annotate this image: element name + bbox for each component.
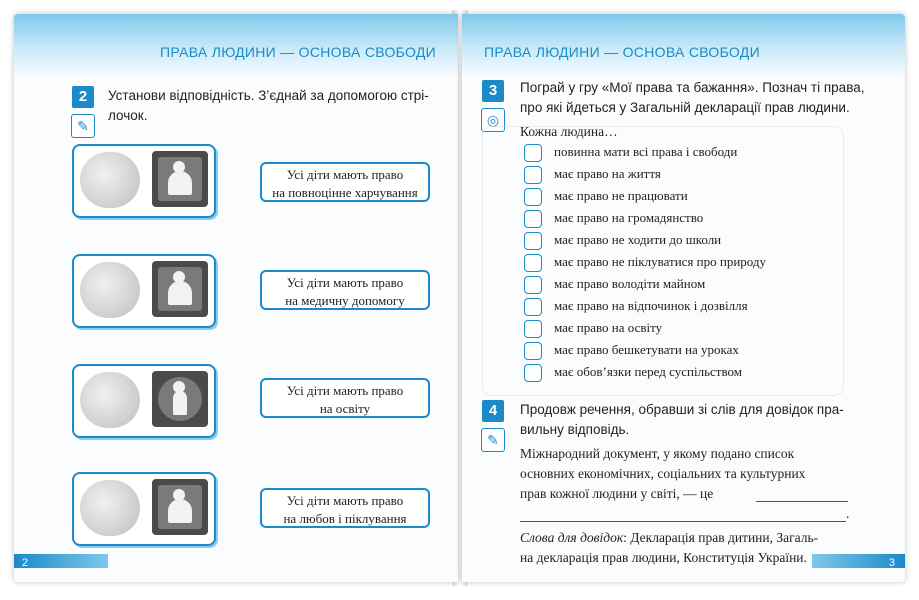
picture-card-bear[interactable] bbox=[72, 254, 216, 328]
checkbox[interactable] bbox=[524, 298, 542, 316]
checkbox[interactable] bbox=[524, 276, 542, 294]
task-number-badge: 2 bbox=[72, 86, 94, 108]
checkbox[interactable] bbox=[524, 144, 542, 162]
card-line2: на повноцінне харчування bbox=[272, 185, 418, 200]
checkbox[interactable] bbox=[524, 188, 542, 206]
card-line1: Усі діти мають право bbox=[286, 275, 404, 290]
hint-text-line1: : Декларація прав дитини, Загаль- bbox=[623, 530, 819, 545]
pencil-icon: ✎ bbox=[481, 428, 505, 452]
task4-instruction-line1: Продовж речення, обравши зі слів для довідок пра- bbox=[520, 402, 844, 417]
page-number: 2 bbox=[22, 557, 29, 569]
picture-card-doctor[interactable] bbox=[72, 144, 216, 218]
checkbox[interactable] bbox=[524, 320, 542, 338]
sentence-line1: Міжнародний документ, у якому подано список bbox=[520, 446, 795, 461]
task-instruction-line2: лочок. bbox=[108, 108, 148, 123]
answer-line[interactable] bbox=[756, 500, 848, 502]
checkbox-label: має право на освіту bbox=[554, 320, 663, 335]
checkbox-label: має право на громадянство bbox=[554, 210, 704, 225]
checkbox-label: має обов’язки перед суспільством bbox=[554, 364, 742, 379]
lead-text: Кожна людина… bbox=[520, 124, 618, 139]
checkbox-label: має право на відпочинок і дозвілля bbox=[554, 298, 748, 313]
task4-instruction-line2: вильну відповідь. bbox=[520, 422, 630, 437]
page-title: ПРАВА ЛЮДИНИ — ОСНОВА СВОБОДИ bbox=[484, 44, 760, 60]
elephant-cartoon-image bbox=[80, 372, 140, 428]
checkbox[interactable] bbox=[524, 210, 542, 228]
right-page bbox=[462, 14, 905, 582]
checkbox-label: має право не працювати bbox=[554, 188, 688, 203]
card-line1: Усі діти мають право bbox=[286, 383, 404, 398]
checkbox[interactable] bbox=[524, 364, 542, 382]
checkbox[interactable] bbox=[524, 342, 542, 360]
checkbox[interactable] bbox=[524, 232, 542, 250]
task3-instruction-line2: про які йдеться у Загальній декларації прав людини. bbox=[520, 100, 850, 115]
food-symbol-icon bbox=[152, 151, 208, 207]
checkbox-label: повинна мати всі права і свободи bbox=[554, 144, 738, 159]
card-line2: на освіту bbox=[319, 401, 371, 416]
page-title: ПРАВА ЛЮДИНИ — ОСНОВА СВОБОДИ bbox=[160, 44, 436, 60]
right-card-love[interactable] bbox=[260, 488, 430, 528]
page-number: 3 bbox=[888, 557, 895, 569]
hint-text-line2: на декларація прав людини, Конституція України. bbox=[520, 550, 807, 565]
period-mark: . bbox=[846, 506, 850, 521]
picture-card-elephant[interactable] bbox=[72, 364, 216, 438]
checkbox-label: має право володіти майном bbox=[554, 276, 706, 291]
card-line1: Усі діти мають право bbox=[286, 167, 404, 182]
checkbox-label: має право бешкетувати на уроках bbox=[554, 342, 739, 357]
checkbox-label: має право не ходити до школи bbox=[554, 232, 722, 247]
hint-line1 bbox=[520, 528, 818, 548]
checkbox-label: має право на життя bbox=[554, 166, 661, 181]
task-instruction-line1: Установи відповідність. З’єднай за допомогою стрі- bbox=[108, 88, 429, 103]
sentence-line3: прав кожної людини у світі, — це bbox=[520, 486, 714, 501]
task-number-badge: 4 bbox=[482, 400, 504, 422]
checkbox-label: має право не піклуватися про природу bbox=[554, 254, 767, 269]
task3-instruction-line1: Пограй у гру «Мої права та бажання». Познач ті права, bbox=[520, 80, 865, 95]
doctor-cartoon-image bbox=[80, 152, 140, 208]
right-card-education[interactable] bbox=[260, 378, 430, 418]
right-card-nutrition[interactable] bbox=[260, 162, 430, 202]
card-line1: Усі діти мають право bbox=[286, 493, 404, 508]
picture-card-boy[interactable] bbox=[72, 472, 216, 546]
card-line2: на любов і піклування bbox=[283, 511, 407, 526]
heart-symbol-icon bbox=[152, 371, 208, 427]
task-number-badge: 3 bbox=[482, 80, 504, 102]
card-line2: на медичну допомогу bbox=[285, 293, 405, 308]
checkbox[interactable] bbox=[524, 254, 542, 272]
bear-cartoon-image bbox=[80, 262, 140, 318]
education-symbol-icon bbox=[152, 479, 208, 535]
pencil-icon: ✎ bbox=[71, 114, 95, 138]
medical-symbol-icon bbox=[152, 261, 208, 317]
sentence-line2: основних економічних, соціальних та культурних bbox=[520, 466, 806, 481]
target-icon: ◎ bbox=[481, 108, 505, 132]
left-page bbox=[14, 14, 458, 582]
checkbox[interactable] bbox=[524, 166, 542, 184]
answer-line[interactable] bbox=[520, 520, 846, 522]
right-card-medical[interactable] bbox=[260, 270, 430, 310]
hint-label: Слова для довідок bbox=[520, 530, 624, 545]
boy-cartoon-image bbox=[80, 480, 140, 536]
